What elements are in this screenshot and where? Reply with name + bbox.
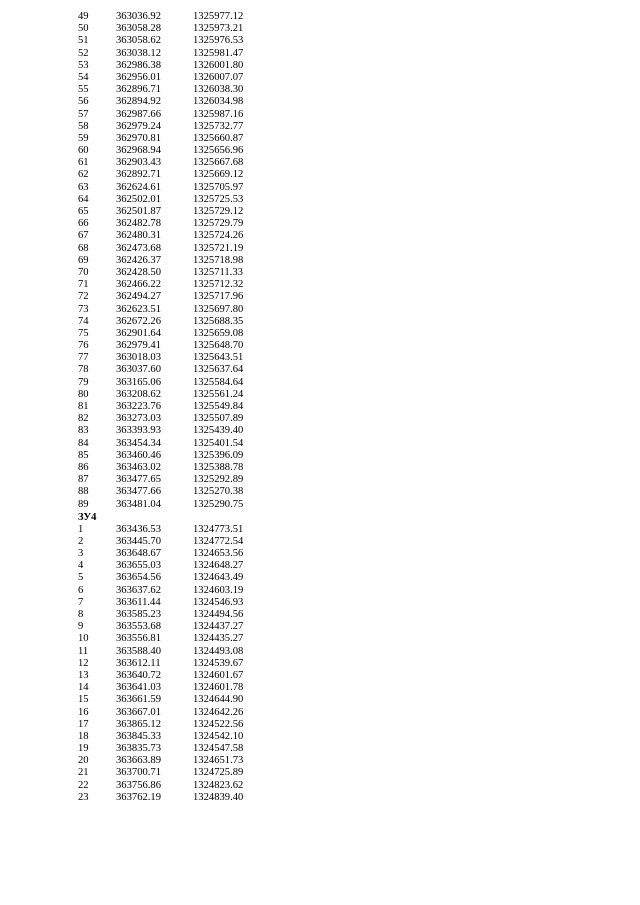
y-coordinate: 1325507.89 — [193, 413, 244, 425]
point-number: 2 — [78, 535, 84, 547]
y-coordinate: 1325973.21 — [193, 23, 244, 35]
x-coordinate: 363835.73 — [116, 743, 162, 755]
table-row — [0, 109, 640, 121]
table-row — [0, 731, 640, 743]
y-coordinate: 1325388.78 — [193, 461, 244, 473]
point-number: 23 — [78, 791, 89, 803]
table-row — [0, 194, 640, 206]
table-row — [0, 585, 640, 597]
table-row — [0, 499, 640, 511]
point-number: 22 — [78, 779, 89, 791]
x-coordinate: 363165.06 — [116, 376, 162, 388]
point-number: 62 — [78, 169, 89, 181]
point-number: 64 — [78, 193, 89, 205]
x-coordinate: 363058.28 — [116, 23, 162, 35]
table-row — [0, 670, 640, 682]
x-coordinate: 363445.70 — [116, 535, 162, 547]
x-coordinate: 363037.60 — [116, 364, 162, 376]
x-coordinate: 362968.94 — [116, 145, 162, 157]
y-coordinate: 1324494.56 — [193, 609, 244, 620]
table-row — [0, 23, 640, 35]
point-number: 67 — [78, 230, 89, 242]
table-row — [0, 230, 640, 242]
table-row — [0, 291, 640, 303]
table-row — [0, 389, 640, 401]
table-row — [0, 536, 640, 548]
x-coordinate: 363654.56 — [116, 572, 162, 584]
x-coordinate: 362502.01 — [116, 193, 162, 205]
table-row — [0, 548, 640, 560]
table-row — [0, 524, 640, 536]
y-coordinate: 1325976.53 — [193, 35, 244, 47]
x-coordinate: 363588.40 — [116, 645, 162, 657]
table-row — [0, 364, 640, 376]
x-coordinate: 363700.71 — [116, 767, 162, 779]
point-number: 61 — [78, 157, 89, 169]
y-coordinate: 1324522.56 — [193, 718, 244, 730]
table-row — [0, 218, 640, 230]
y-coordinate: 1325724.26 — [193, 230, 244, 242]
point-number: 6 — [78, 584, 84, 596]
point-number: 83 — [78, 425, 89, 437]
table-row — [0, 72, 640, 84]
point-number: 80 — [78, 388, 89, 400]
table-row — [0, 157, 640, 169]
x-coordinate: 362624.61 — [116, 181, 162, 193]
point-number: 76 — [78, 340, 89, 352]
point-number: 19 — [78, 743, 89, 755]
x-coordinate: 363556.81 — [116, 633, 162, 645]
table-row — [0, 767, 640, 779]
table-row — [0, 707, 640, 719]
x-coordinate: 362428.50 — [116, 266, 162, 278]
table-row — [0, 560, 640, 572]
point-number: 50 — [78, 23, 89, 35]
point-number: 9 — [78, 621, 84, 633]
table-row — [0, 413, 640, 425]
point-number: 17 — [78, 718, 89, 730]
x-coordinate: 363585.23 — [116, 609, 162, 620]
point-number: 87 — [78, 474, 89, 486]
table-row — [0, 621, 640, 633]
y-coordinate: 1325718.98 — [193, 254, 244, 266]
table-row — [0, 304, 640, 316]
y-coordinate: 1325669.12 — [193, 169, 244, 181]
x-coordinate: 363058.62 — [116, 35, 162, 47]
table-row — [0, 145, 640, 157]
y-coordinate: 1325549.84 — [193, 401, 244, 412]
x-coordinate: 362426.37 — [116, 254, 162, 266]
y-coordinate: 1325729.12 — [193, 206, 244, 217]
x-coordinate: 363663.89 — [116, 755, 162, 767]
point-number: 53 — [78, 59, 89, 71]
point-number: 72 — [78, 291, 89, 303]
point-number: 75 — [78, 327, 89, 339]
point-number: 18 — [78, 730, 89, 742]
y-coordinate: 1325711.33 — [193, 266, 243, 278]
x-coordinate: 363038.12 — [116, 47, 162, 59]
table-row — [0, 462, 640, 474]
section-heading-row — [0, 511, 640, 524]
y-coordinate: 1325705.97 — [193, 181, 244, 193]
x-coordinate: 362986.38 — [116, 59, 162, 71]
point-number: 60 — [78, 145, 89, 157]
point-number: 10 — [78, 633, 89, 645]
point-number: 84 — [78, 437, 89, 449]
x-coordinate: 362970.81 — [116, 132, 162, 144]
x-coordinate: 363756.86 — [116, 779, 162, 791]
point-number: 73 — [78, 303, 89, 315]
table-row — [0, 60, 640, 72]
table-row — [0, 340, 640, 352]
table-row — [0, 438, 640, 450]
y-coordinate: 1325977.12 — [193, 11, 244, 22]
table-row — [0, 11, 640, 23]
y-coordinate: 1325401.54 — [193, 437, 244, 449]
x-coordinate: 363436.53 — [116, 523, 162, 535]
x-coordinate: 362956.01 — [116, 71, 162, 83]
y-coordinate: 1324725.89 — [193, 767, 244, 779]
x-coordinate: 362466.22 — [116, 279, 162, 291]
table-row — [0, 780, 640, 792]
x-coordinate: 363273.03 — [116, 413, 162, 425]
y-coordinate: 1324643.49 — [193, 572, 244, 584]
table-row — [0, 597, 640, 609]
x-coordinate: 363481.04 — [116, 498, 162, 510]
table-row — [0, 352, 640, 364]
table-row — [0, 243, 640, 255]
point-number: 15 — [78, 694, 89, 706]
x-coordinate: 363553.68 — [116, 621, 162, 633]
x-coordinate: 362672.26 — [116, 315, 162, 327]
point-number: 81 — [78, 401, 89, 412]
x-coordinate: 363477.65 — [116, 474, 162, 486]
x-coordinate: 362979.24 — [116, 120, 162, 132]
table-row — [0, 316, 640, 328]
y-coordinate: 1325584.64 — [193, 376, 244, 388]
x-coordinate: 362894.92 — [116, 96, 162, 108]
table-row — [0, 401, 640, 413]
x-coordinate: 363648.67 — [116, 548, 162, 560]
point-number: 7 — [78, 596, 84, 608]
y-coordinate: 1325721.19 — [193, 242, 244, 254]
table-row — [0, 743, 640, 755]
x-coordinate: 362494.27 — [116, 291, 162, 303]
y-coordinate: 1325439.40 — [193, 425, 244, 437]
point-number: 11 — [78, 645, 89, 657]
y-coordinate: 1324546.93 — [193, 596, 244, 608]
table-row — [0, 121, 640, 133]
x-coordinate: 362903.43 — [116, 157, 162, 169]
y-coordinate: 1324648.27 — [193, 560, 244, 572]
point-number: 86 — [78, 461, 89, 473]
y-coordinate: 1325561.24 — [193, 388, 244, 400]
x-coordinate: 362896.71 — [116, 84, 162, 96]
y-coordinate: 1325270.38 — [193, 486, 244, 498]
x-coordinate: 363762.19 — [116, 791, 162, 803]
point-number: 4 — [78, 560, 84, 572]
table-row — [0, 267, 640, 279]
y-coordinate: 1325290.75 — [193, 498, 244, 510]
point-number: 58 — [78, 120, 89, 132]
y-coordinate: 1324644.90 — [193, 694, 244, 706]
x-coordinate: 362901.64 — [116, 327, 162, 339]
point-number: 13 — [78, 669, 89, 681]
point-number: 65 — [78, 206, 89, 217]
point-number: 49 — [78, 11, 89, 22]
x-coordinate: 362480.31 — [116, 230, 162, 242]
x-coordinate: 362987.66 — [116, 108, 162, 120]
coordinate-table — [0, 11, 640, 511]
table-row — [0, 48, 640, 60]
table-row — [0, 169, 640, 181]
point-number: 77 — [78, 352, 89, 364]
point-number: 89 — [78, 498, 89, 510]
table-row — [0, 279, 640, 291]
point-number: 66 — [78, 218, 89, 230]
table-row — [0, 377, 640, 389]
point-number: 69 — [78, 254, 89, 266]
y-coordinate: 1325659.08 — [193, 327, 244, 339]
y-coordinate: 1325717.96 — [193, 291, 244, 303]
table-row — [0, 792, 640, 804]
y-coordinate: 1325697.80 — [193, 303, 244, 315]
x-coordinate: 363640.72 — [116, 669, 162, 681]
table-row — [0, 182, 640, 194]
y-coordinate: 1325667.68 — [193, 157, 244, 169]
x-coordinate: 363611.44 — [116, 596, 161, 608]
coordinate-document — [0, 11, 640, 804]
x-coordinate: 363667.01 — [116, 706, 162, 718]
point-number: 82 — [78, 413, 89, 425]
table-row — [0, 572, 640, 584]
point-number: 85 — [78, 449, 89, 461]
y-coordinate: 1325396.09 — [193, 449, 244, 461]
x-coordinate: 363637.62 — [116, 584, 162, 596]
x-coordinate: 363036.92 — [116, 11, 162, 22]
table-row — [0, 633, 640, 645]
table-row — [0, 755, 640, 767]
point-number: 52 — [78, 47, 89, 59]
point-number: 16 — [78, 706, 89, 718]
coordinate-table-zu4 — [0, 524, 640, 804]
y-coordinate: 1325732.77 — [193, 120, 244, 132]
point-number: 54 — [78, 71, 89, 83]
y-coordinate: 1326001.80 — [193, 59, 244, 71]
y-coordinate: 1324773.51 — [193, 523, 244, 535]
point-number: 5 — [78, 572, 84, 584]
point-number: 63 — [78, 181, 89, 193]
y-coordinate: 1325688.35 — [193, 315, 244, 327]
x-coordinate: 363655.03 — [116, 560, 162, 572]
y-coordinate: 1324493.08 — [193, 645, 244, 657]
y-coordinate: 1324435.27 — [193, 633, 244, 645]
y-coordinate: 1324601.78 — [193, 682, 244, 694]
point-number: 20 — [78, 755, 89, 767]
x-coordinate: 363460.46 — [116, 449, 162, 461]
y-coordinate: 1324772.54 — [193, 535, 244, 547]
y-coordinate: 1325643.51 — [193, 352, 244, 364]
y-coordinate: 1324539.67 — [193, 657, 244, 669]
point-number: 70 — [78, 266, 89, 278]
table-row — [0, 694, 640, 706]
y-coordinate: 1325712.32 — [193, 279, 244, 291]
y-coordinate: 1325729.79 — [193, 218, 244, 230]
x-coordinate: 362501.87 — [116, 206, 162, 217]
table-row — [0, 206, 640, 218]
y-coordinate: 1326038.30 — [193, 84, 244, 96]
x-coordinate: 363463.02 — [116, 461, 162, 473]
x-coordinate: 362979.41 — [116, 340, 162, 352]
x-coordinate: 363661.59 — [116, 694, 162, 706]
table-row — [0, 658, 640, 670]
table-row — [0, 719, 640, 731]
y-coordinate: 1324839.40 — [193, 791, 244, 803]
table-row — [0, 682, 640, 694]
y-coordinate: 1324642.26 — [193, 706, 244, 718]
table-row — [0, 646, 640, 658]
y-coordinate: 1326034.98 — [193, 96, 244, 108]
point-number: 8 — [78, 609, 84, 620]
x-coordinate: 362892.71 — [116, 169, 162, 181]
point-number: 78 — [78, 364, 89, 376]
point-number: 57 — [78, 108, 89, 120]
x-coordinate: 363477.66 — [116, 486, 162, 498]
table-row — [0, 35, 640, 47]
x-coordinate: 362623.51 — [116, 303, 162, 315]
x-coordinate: 363612.11 — [116, 657, 161, 669]
point-number: 3 — [78, 548, 84, 560]
point-number: 21 — [78, 767, 89, 779]
point-number: 51 — [78, 35, 89, 47]
x-coordinate: 363845.33 — [116, 730, 162, 742]
table-row — [0, 486, 640, 498]
table-row — [0, 609, 640, 621]
x-coordinate: 362473.68 — [116, 242, 162, 254]
y-coordinate: 1325981.47 — [193, 47, 244, 59]
y-coordinate: 1326007.07 — [193, 71, 244, 83]
point-number: 55 — [78, 84, 89, 96]
x-coordinate: 363393.93 — [116, 425, 162, 437]
y-coordinate: 1324823.62 — [193, 779, 244, 791]
point-number: 88 — [78, 486, 89, 498]
y-coordinate: 1325660.87 — [193, 132, 244, 144]
x-coordinate: 363018.03 — [116, 352, 162, 364]
y-coordinate: 1325987.16 — [193, 108, 244, 120]
y-coordinate: 1325292.89 — [193, 474, 244, 486]
x-coordinate: 363865.12 — [116, 718, 162, 730]
table-row — [0, 96, 640, 108]
table-row — [0, 450, 640, 462]
point-number: 56 — [78, 96, 89, 108]
y-coordinate: 1324603.19 — [193, 584, 244, 596]
point-number: 12 — [78, 657, 89, 669]
x-coordinate: 363208.62 — [116, 388, 162, 400]
x-coordinate: 363641.03 — [116, 682, 162, 694]
y-coordinate: 1325637.64 — [193, 364, 244, 376]
y-coordinate: 1324653.56 — [193, 548, 244, 560]
x-coordinate: 363454.34 — [116, 437, 162, 449]
table-row — [0, 133, 640, 145]
y-coordinate: 1324547.58 — [193, 743, 244, 755]
section-heading: ЗУ4 — [78, 511, 97, 523]
y-coordinate: 1325725.53 — [193, 193, 244, 205]
point-number: 14 — [78, 682, 89, 694]
y-coordinate: 1324437.27 — [193, 621, 244, 633]
table-row — [0, 474, 640, 486]
table-row — [0, 84, 640, 96]
point-number: 1 — [78, 523, 84, 535]
point-number: 71 — [78, 279, 89, 291]
y-coordinate: 1324651.73 — [193, 755, 244, 767]
point-number: 74 — [78, 315, 89, 327]
y-coordinate: 1325648.70 — [193, 340, 244, 352]
table-row — [0, 328, 640, 340]
point-number: 79 — [78, 376, 89, 388]
table-row — [0, 425, 640, 437]
x-coordinate: 363223.76 — [116, 401, 162, 412]
y-coordinate: 1325656.96 — [193, 145, 244, 157]
x-coordinate: 362482.78 — [116, 218, 162, 230]
table-row — [0, 255, 640, 267]
y-coordinate: 1324542.10 — [193, 730, 244, 742]
y-coordinate: 1324601.67 — [193, 669, 244, 681]
point-number: 59 — [78, 132, 89, 144]
point-number: 68 — [78, 242, 89, 254]
